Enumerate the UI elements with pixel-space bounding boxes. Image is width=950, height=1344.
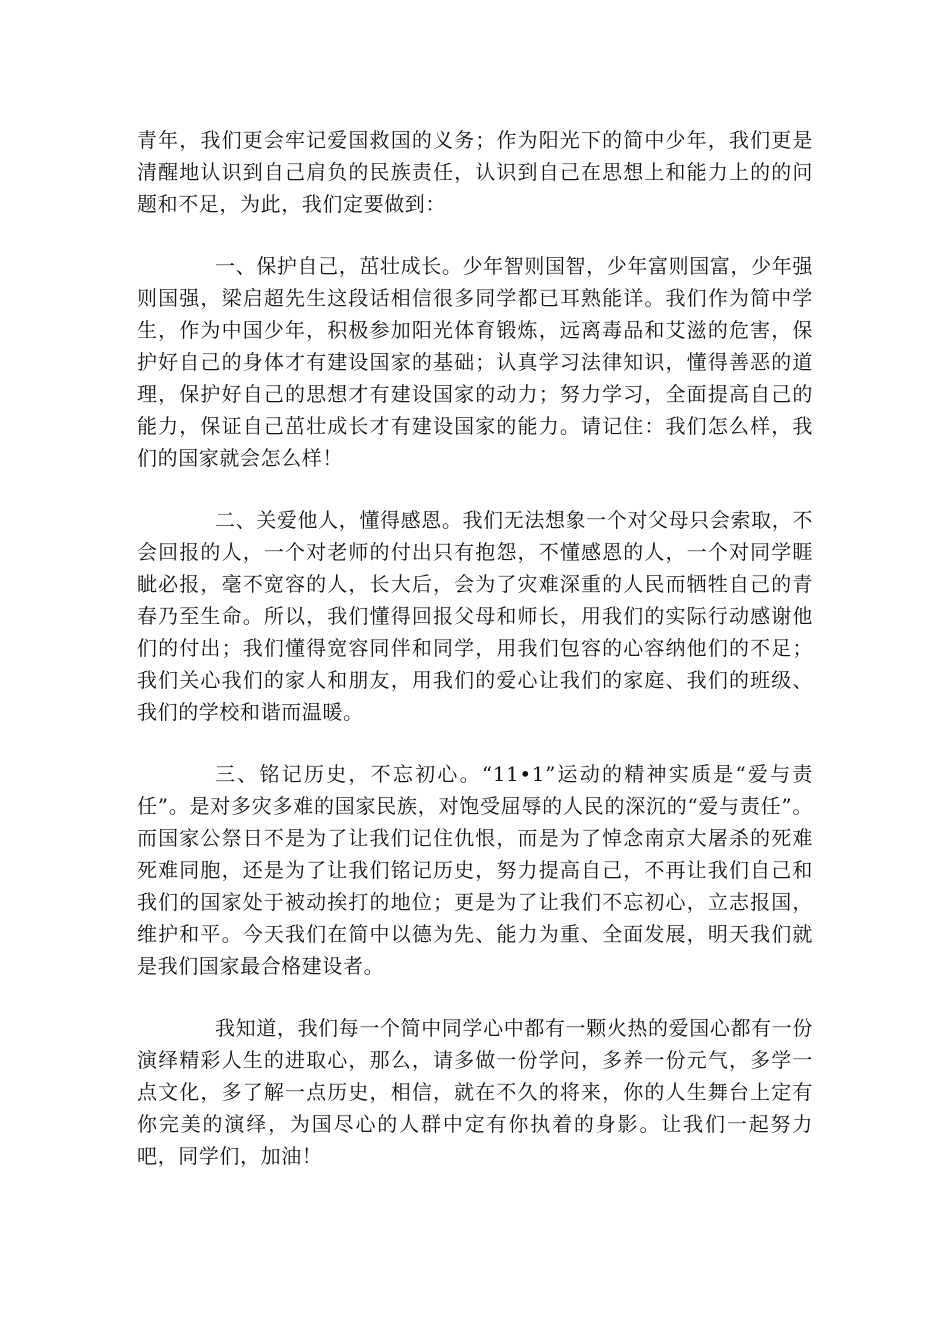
paragraph-point-three: 三、铭记历史，不忘初心。“11•1”运动的精神实质是“爱与责任”。是对多灾多难的国家民族，对饱受屈辱的人民的深沉的“爱与责任”。而国家公祭日不是为了让我们记住仇恨，而是为了悼念南京大屠杀的死难死难同胞，还是为了让我们铭记历史，努力提高自己，不再让我们自己和我们的国家处于被动挨打的地位；更是为了让我们不忘初心，立志报国，维护和平。今天我们在简中以德为先、能力为重、全面发展，明天我们就是我们国家最合格建设者。 bbox=[137, 762, 813, 978]
paragraph-point-two: 二、关爱他人，懂得感恩。我们无法想象一个对父母只会索取，不会回报的人，一个对老师的付出只有抱怨，不懂感恩的人，一个对同学睚眦必报，毫不宽容的人，长大后，会为了灾难深重的人民而牺牲自己的青春乃至生命。所以，我们懂得回报父母和师长，用我们的实际行动感谢他们的付出；我们懂得宽容同伴和同学，用我们包容的心容纳他们的不足；我们关心我们的家人和朋友，用我们的爱心让我们的家庭、我们的班级、我们的学校和谐而温暖。 bbox=[137, 508, 813, 724]
paragraph-point-one: 一、保护自己，茁壮成长。少年智则国智，少年富则国富，少年强则国强，梁启超先生这段话相信很多同学都已耳熟能详。我们作为简中学生，作为中国少年，积极参加阳光体育锻炼，远离毒品和艾滋的危害，保护好自己的身体才有建设国家的基础；认真学习法律知识，懂得善恶的道理，保护好自己的思想才有建设国家的动力；努力学习，全面提高自己的能力，保证自己茁壮成长才有建设国家的能力。请记住：我们怎么样，我们的国家就会怎么样！ bbox=[137, 254, 813, 470]
paragraph-conclusion: 我知道，我们每一个简中同学心中都有一颗火热的爱国心都有一份演绎精彩人生的进取心，那么，请多做一份学问，多养一份元气，多学一点文化，多了解一点历史，相信，就在不久的将来，你的人生舞台上定有你完美的演绎，为国尽心的人群中定有你执着的身影。让我们一起努力吧，同学们，加油！ bbox=[137, 1016, 813, 1168]
document-body bbox=[137, 124, 813, 1202]
paragraph-continuation: 青年，我们更会牢记爱国救国的义务；作为阳光下的简中少年，我们更是清醒地认识到自己肩负的民族责任，认识到自己在思想上和能力上的的问题和不足，为此，我们定要做到： bbox=[137, 128, 813, 216]
